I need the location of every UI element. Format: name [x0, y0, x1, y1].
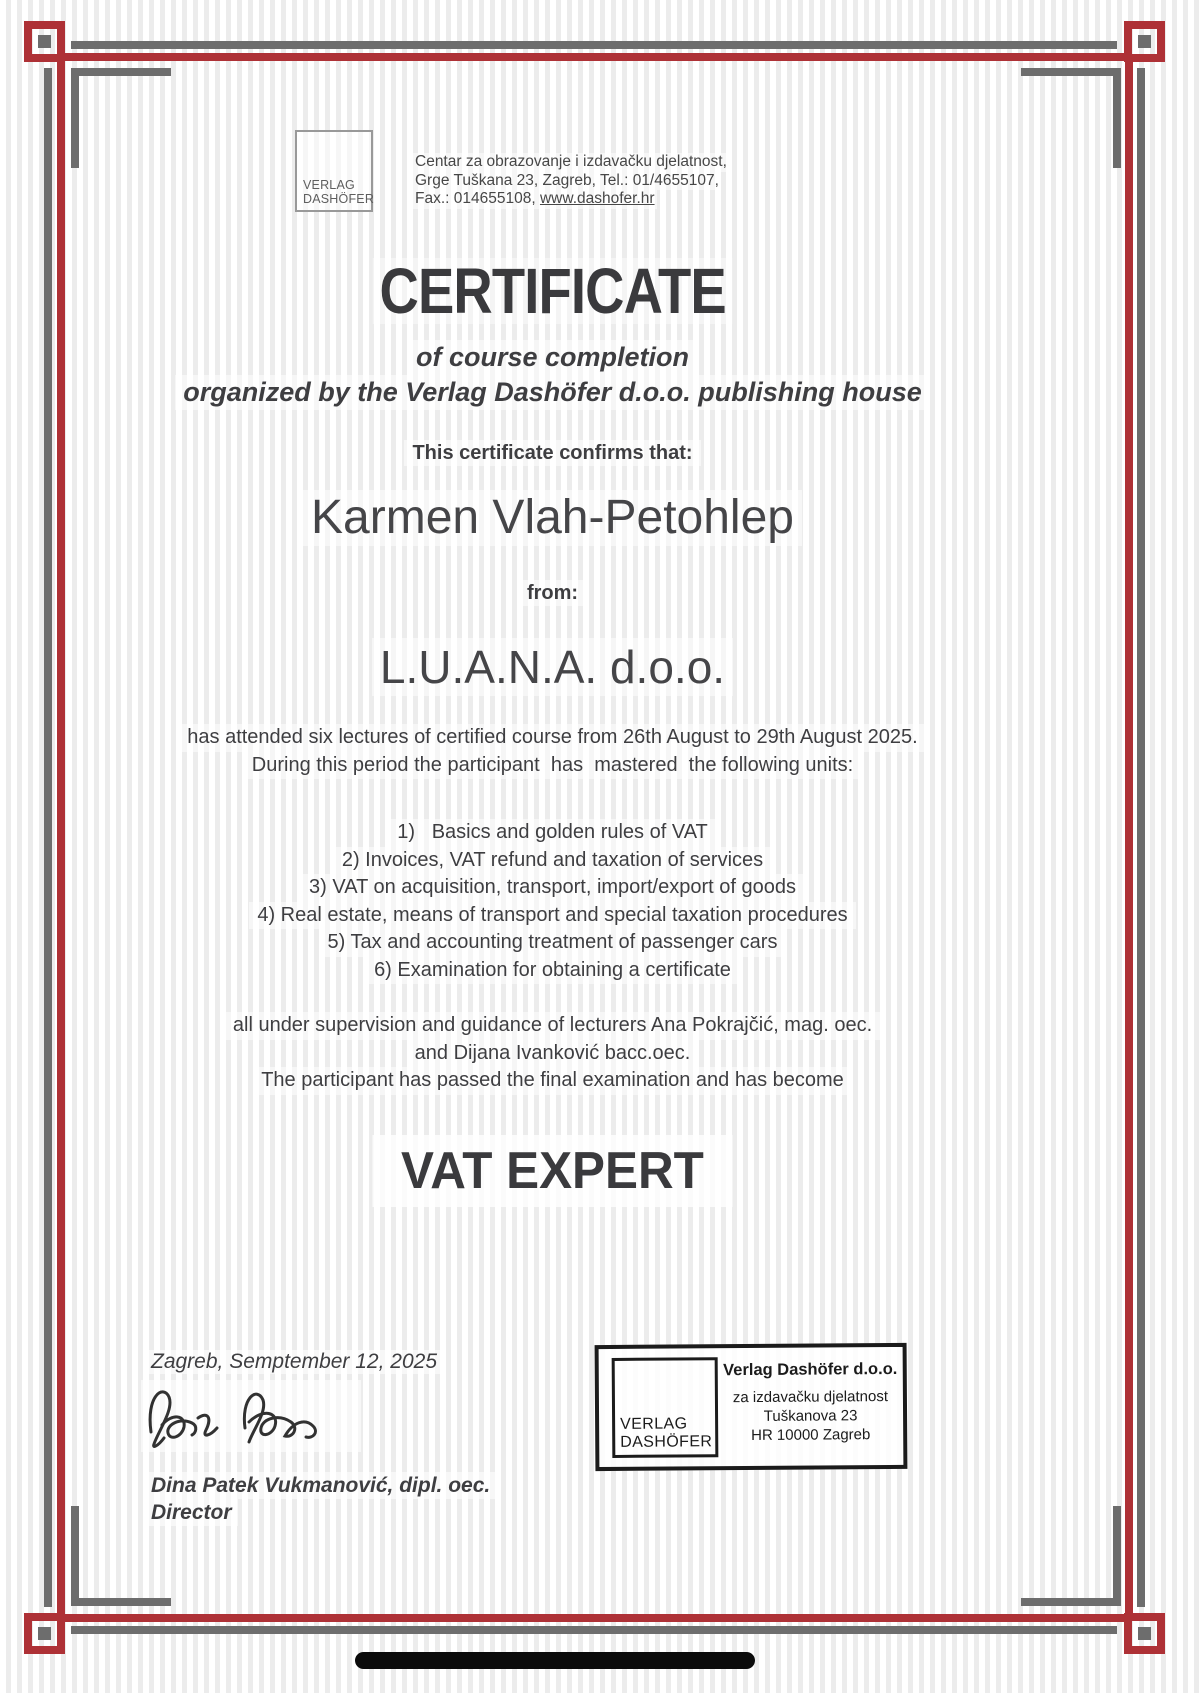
company-name-wrap	[95, 638, 1010, 696]
contact-line	[413, 190, 657, 209]
frame-red-line-right	[1125, 61, 1133, 1614]
unit-text: 4) Real estate, means of transport and special taxation procedures	[249, 902, 855, 930]
frame-corner-bottom-right	[1124, 1613, 1165, 1654]
unit-item	[95, 929, 1010, 957]
handwritten-signature	[141, 1380, 361, 1452]
corner-dot	[38, 1627, 51, 1640]
certificate-content	[95, 130, 1010, 1207]
stamp-text-block	[718, 1347, 904, 1466]
stamp-logo-line1: VERLAG	[620, 1415, 688, 1433]
unit-text: 6) Examination for obtaining a certificate	[366, 957, 739, 985]
closing-line: and Dijana Ivanković bacc.oec.	[407, 1040, 699, 1068]
verlag-dashofer-logo	[295, 130, 373, 212]
closing-paragraph	[95, 1012, 1010, 1095]
frame-accent-tr-v	[1113, 68, 1121, 168]
corner-dot	[38, 35, 51, 48]
frame-accent-br-v	[1113, 1506, 1121, 1606]
unit-text: 3) VAT on acquisition, transport, import/export of goods	[301, 874, 804, 902]
stamp-company-name: Verlag Dashöfer d.o.o.	[723, 1359, 898, 1380]
stamp-logo-line2: DASHÖFER	[620, 1433, 713, 1451]
corner-dot	[1138, 1627, 1151, 1640]
signature-block	[145, 1350, 496, 1526]
frame-corner-top-left	[24, 21, 65, 62]
frame-accent-br-h	[1021, 1598, 1121, 1606]
unit-text: 1) Basics and golden rules of VAT	[389, 819, 716, 847]
contact-fax: Fax.: 014655108,	[415, 190, 540, 207]
logo-line1: VERLAG	[303, 178, 355, 192]
unit-item	[95, 957, 1010, 985]
frame-accent-bl-h	[71, 1598, 171, 1606]
issuer-header	[295, 130, 1010, 212]
signer-name: Dina Patek Vukmanović, dipl. oec.	[145, 1472, 496, 1499]
frame-red-line-left	[57, 61, 65, 1614]
confirm-label: This certificate confirms that:	[404, 440, 700, 466]
contact-line: Centar za obrazovanje i izdavačku djelatnost,	[415, 153, 727, 170]
home-indicator-bar[interactable]	[355, 1652, 755, 1669]
frame-accent-tr-h	[1021, 68, 1121, 76]
unit-text: 5) Tax and accounting treatment of passenger cars	[320, 929, 786, 957]
from-label-wrap	[95, 580, 1010, 606]
issuer-contact-block	[413, 130, 729, 209]
participant-name-wrap	[95, 490, 1010, 546]
subtitle-line: organized by the Verlag Dashöfer d.o.o. publishing house	[175, 375, 930, 410]
unit-item	[95, 874, 1010, 902]
certificate-subtitle	[95, 340, 1010, 410]
from-label: from:	[519, 580, 586, 606]
award-title-wrap	[95, 1135, 1010, 1207]
stamp-logo-box	[612, 1357, 719, 1458]
attendance-paragraph	[95, 724, 1010, 779]
frame-gray-line-left	[44, 68, 52, 1607]
stamp-line: za izdavačku djelatnost	[732, 1388, 889, 1407]
frame-red-line-top	[65, 53, 1124, 61]
contact-line: Grge Tuškana 23, Zagreb, Tel.: 01/4655107,	[415, 171, 719, 189]
frame-gray-line-top	[71, 41, 1117, 49]
unit-item	[95, 847, 1010, 875]
frame-accent-bl-v	[71, 1506, 79, 1606]
stamp-line: Tuškanova 23	[763, 1407, 858, 1425]
logo-line2: DASHÖFER	[303, 192, 375, 206]
frame-gray-line-bottom	[71, 1626, 1117, 1634]
frame-red-line-bottom	[65, 1614, 1124, 1622]
body-line: During this period the participant has mastered the following units:	[244, 752, 861, 780]
company-name: L.U.A.N.A. d.o.o.	[372, 638, 733, 696]
date-line: Zagreb, Semptember 12, 2025	[145, 1350, 443, 1374]
signer-title: Director	[145, 1499, 238, 1526]
certificate-title-wrap	[95, 255, 1010, 327]
closing-line: all under supervision and guidance of lecturers Ana Pokrajčić, mag. oec.	[225, 1012, 880, 1040]
frame-gray-line-right	[1137, 68, 1145, 1607]
participant-name: Karmen Vlah-Petohlep	[303, 490, 802, 546]
unit-text: 2) Invoices, VAT refund and taxation of services	[334, 847, 771, 875]
confirm-label-wrap	[95, 440, 1010, 466]
frame-corner-bottom-left	[24, 1613, 65, 1654]
stamp-line: HR 10000 Zagreb	[751, 1426, 871, 1444]
corner-dot	[1138, 35, 1151, 48]
award-title: VAT EXPERT	[373, 1135, 733, 1207]
frame-accent-tl-v	[71, 68, 79, 168]
closing-line: The participant has passed the final examination and has become	[253, 1067, 852, 1095]
unit-item	[95, 902, 1010, 930]
subtitle-line: of course completion	[408, 340, 697, 375]
unit-item	[95, 819, 1010, 847]
frame-accent-tl-h	[71, 68, 171, 76]
body-line: has attended six lectures of certified course from 26th August to 29th August 2025.	[179, 724, 925, 752]
frame-corner-top-right	[1124, 21, 1165, 62]
website-link[interactable]: www.dashofer.hr	[539, 190, 655, 207]
certificate-title: CERTIFICATE	[373, 258, 733, 324]
course-units-list	[95, 819, 1010, 984]
company-stamp	[595, 1343, 908, 1471]
